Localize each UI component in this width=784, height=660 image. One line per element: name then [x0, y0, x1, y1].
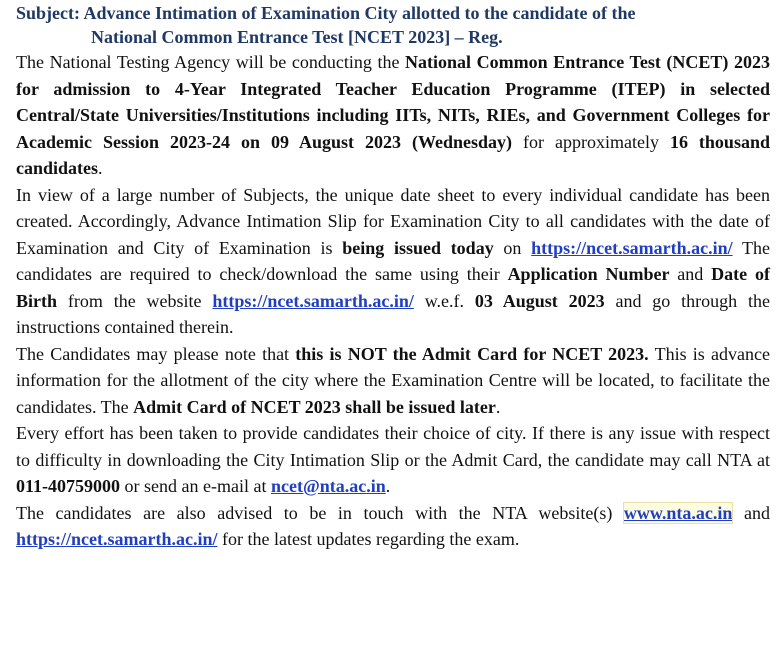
- text: The Candidates may please note that: [16, 343, 296, 364]
- text: The candidates are required to check/download the same using their: [16, 237, 771, 284]
- text: Every effort has been taken to provide candidates their choice of city. If there is any issue with respect to difficulty in downloading the City Intimation Slip or the Admit Card, the candidate may call NTA at: [16, 423, 770, 470]
- paragraph-exam-announcement: [16, 49, 770, 182]
- ncet-samarth-link-3[interactable]: https://ncet.samarth.ac.in/: [16, 529, 218, 549]
- paragraph-intimation-slip: [16, 182, 770, 341]
- text: .: [495, 396, 501, 417]
- text: and: [669, 264, 712, 284]
- bold-not-admit-card: this is NOT the Admit Card for NCET 2023.: [295, 343, 649, 364]
- paragraph-not-admit-card: [16, 341, 770, 421]
- bold-exam-details: National Common Entrance Test (NCET) 2023 for admission to 4-Year Integrated Teacher Education Programme (ITEP) in selected Central/State Universities/Institutions including IITs, NITs, RIEs, and Government Colleges for Academic Session 2023-24 on 09 August 2023 (Wednesday): [16, 52, 770, 152]
- bold-phone-number: 011-40759000: [16, 476, 121, 496]
- text: w.e.f.: [413, 290, 475, 311]
- text: In view of a large number of Subjects, the unique date sheet to every individual candidate has been created. Accordingly, Advance Intimation Slip for Examination City to all candidates with the date of Examination and City of Examination is: [16, 184, 770, 258]
- email-link[interactable]: ncet@nta.ac.in: [270, 476, 386, 496]
- text: and go through the instructions contained therein.: [16, 290, 770, 337]
- text: The candidates are also advised to be in touch with the NTA website(s): [16, 502, 624, 523]
- text: for the latest updates regarding the exam.: [217, 529, 520, 549]
- text: for approximately: [512, 131, 670, 152]
- subject-line-1: Subject: Advance Intimation of Examination City allotted to the candidate of the: [16, 3, 636, 23]
- bold-date-of-birth: Date of Birth: [16, 264, 770, 311]
- paragraph-stay-updated: [16, 500, 770, 553]
- paragraph-contact: [16, 420, 770, 500]
- text: on: [493, 237, 532, 258]
- bold-admit-card-later: Admit Card of NCET 2023 shall be issued later: [133, 396, 496, 417]
- nta-website-link[interactable]: www.nta.ac.in: [623, 502, 733, 523]
- ncet-samarth-link-2[interactable]: https://ncet.samarth.ac.in/: [212, 290, 414, 311]
- text: and: [732, 502, 770, 523]
- subject-heading: [16, 1, 770, 49]
- text: This is advance information for the allotment of the city where the Examination Centre will be located, to facilitate the candidates. The: [16, 343, 770, 417]
- notice-page: [0, 1, 784, 660]
- text: .: [385, 476, 391, 496]
- text: The National Testing Agency will be conducting the: [16, 52, 406, 72]
- ncet-samarth-link[interactable]: https://ncet.samarth.ac.in/: [531, 237, 733, 258]
- bold-candidate-count: 16 thousand candidates: [16, 131, 770, 178]
- bold-effective-date: 03 August 2023: [474, 290, 605, 311]
- subject-line-2: National Common Entrance Test [NCET 2023] – Reg.: [91, 27, 503, 47]
- text: from the website: [57, 290, 213, 311]
- bold-issued-today: being issued today: [342, 237, 494, 258]
- bold-application-number: Application Number: [507, 264, 670, 284]
- text: .: [98, 158, 103, 178]
- text: or send an e-mail at: [120, 476, 271, 496]
